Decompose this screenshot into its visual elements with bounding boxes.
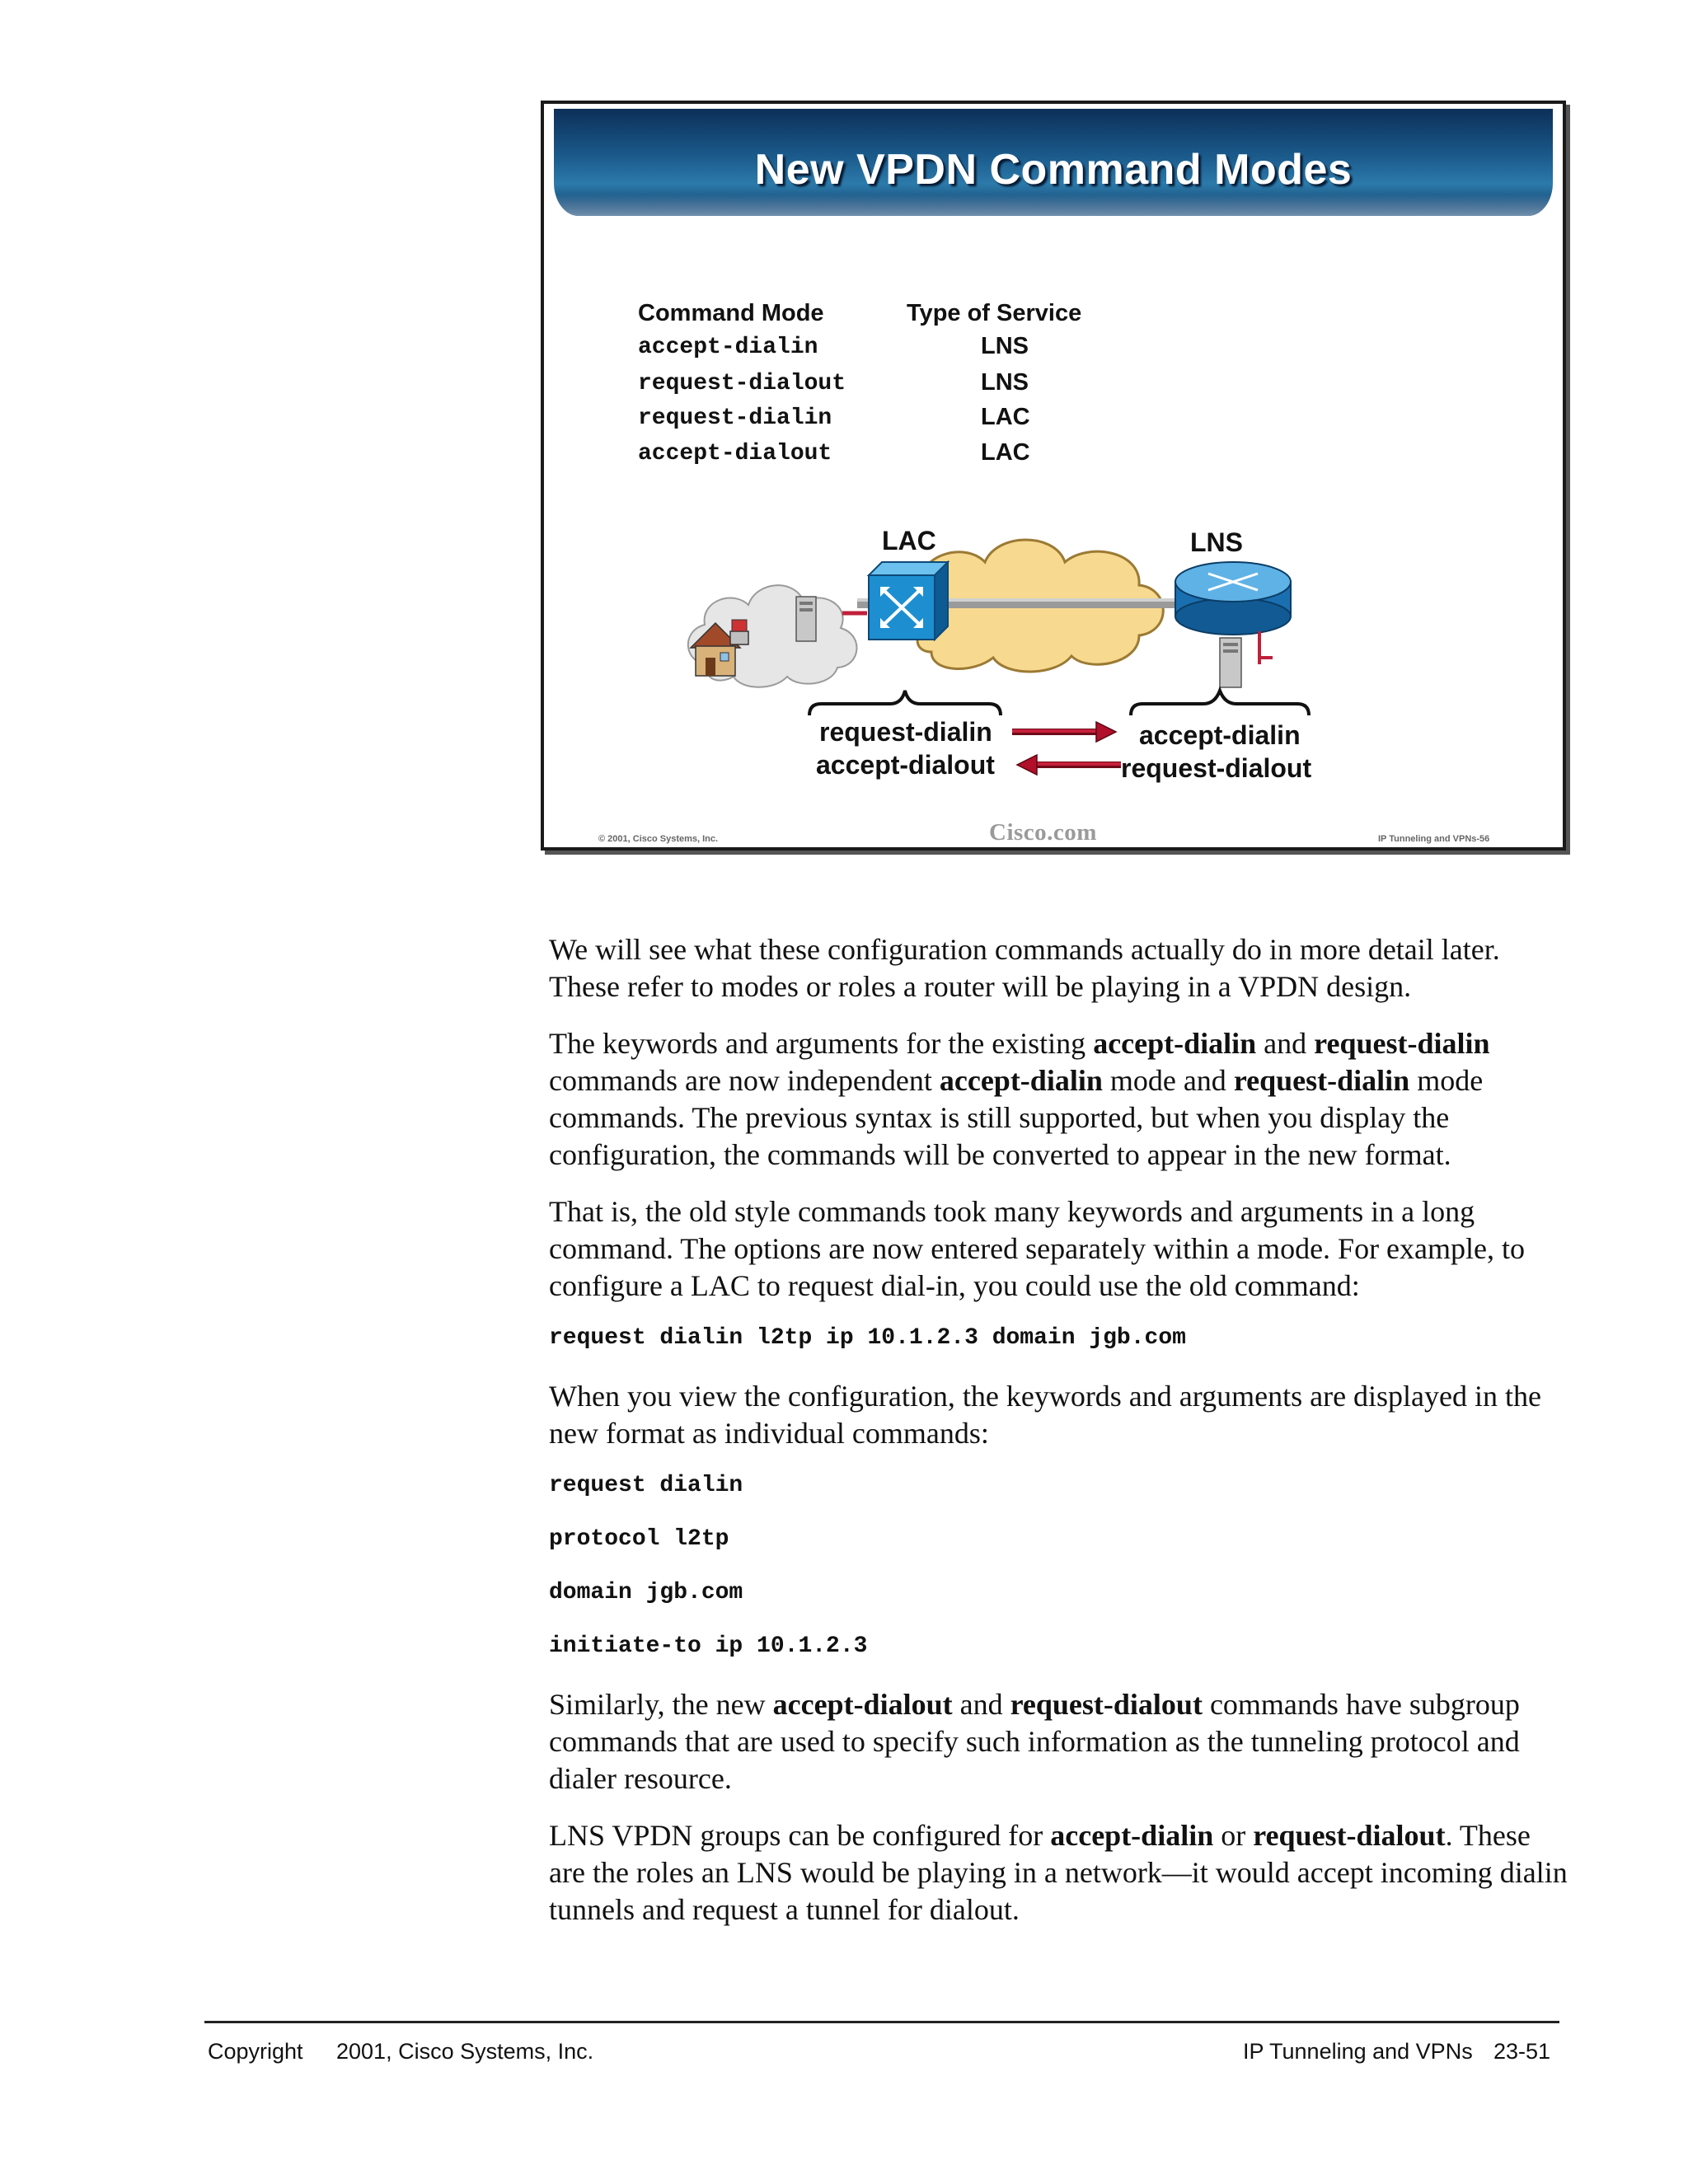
footer-copyright: Copyright (208, 2039, 303, 2064)
lac-brace (809, 691, 1001, 715)
lns-role-request-dialout: request-dialout (1121, 753, 1312, 783)
table-header-command-mode: Command Mode (638, 300, 824, 326)
text-run: . These are the roles an LNS would be playing in a network—it would accept incoming dialin tunnels and request a tunnel for dialout. (549, 1819, 1568, 1926)
table-cell-service: LNS (981, 369, 1029, 396)
code-old-command: request dialin l2tp ip 10.1.2.3 domain jgb.com (549, 1325, 1186, 1351)
keyword-accept-dialin: accept-dialin (1093, 1027, 1257, 1060)
text-run: Similarly, the new (549, 1688, 773, 1721)
footer-company: 2001, Cisco Systems, Inc. (336, 2039, 594, 2064)
paragraph-old-style: That is, the old style commands took many keywords and arguments in a long command. The options are now entered separately within a mode. For example, to configure a LAC to request dial-in, you could use the old command: (549, 1195, 1525, 1302)
lns-lan-link (1259, 631, 1273, 664)
lns-router-icon (1175, 562, 1291, 635)
keyword-accept-dialout: accept-dialout (772, 1688, 953, 1721)
lac-role-accept-dialout: accept-dialout (816, 750, 995, 780)
keyword-request-dialout: request-dialout (1010, 1688, 1203, 1721)
table-cell-mode: accept-dialout (638, 441, 832, 466)
code-line: domain jgb.com (549, 1580, 743, 1605)
lns-brace (1131, 691, 1309, 715)
text-run: commands are now independent (549, 1064, 940, 1097)
lns-server-icon (1220, 638, 1241, 687)
vpdn-network-diagram (544, 104, 1563, 847)
table-cell-service: LAC (981, 404, 1030, 430)
code-line: protocol l2tp (549, 1526, 729, 1552)
right-arrow-icon (1012, 722, 1116, 742)
keyword-request-dialout: request-dialout (1253, 1819, 1446, 1852)
text-run: mode commands. The previous syntax is still supported, but when you display the configuration, the commands will be converted to appear in the new format. (549, 1064, 1484, 1171)
slide-title: New VPDN Command Modes (754, 146, 1353, 194)
text-run: and (1256, 1027, 1315, 1060)
keyword-request-dialin: request-dialin (1233, 1064, 1410, 1097)
paragraph-intro: We will see what these configuration commands actually do in more detail later. These refer to modes or roles a router will be playing in a VPDN design. (549, 933, 1500, 1003)
footer-book-title: IP Tunneling and VPNs (1243, 2039, 1473, 2064)
paragraph-new-format: When you view the configuration, the keywords and arguments are displayed in the new format as individual commands: (549, 1380, 1541, 1450)
slide-page-id: IP Tunneling and VPNs-56 (1378, 834, 1490, 844)
paragraph-dialout (549, 1686, 1571, 1797)
left-arrow-icon (1017, 755, 1121, 775)
footer-page-number: 23-51 (1493, 2039, 1551, 2064)
text-run: or (1213, 1819, 1254, 1852)
paragraph-keywords (549, 1025, 1571, 1174)
keyword-accept-dialin: accept-dialin (1050, 1819, 1214, 1852)
lac-role-request-dialin: request-dialin (819, 717, 992, 747)
footer-rule (204, 2021, 1559, 2023)
remote-server-icon (796, 597, 816, 641)
table-cell-mode: accept-dialin (638, 335, 818, 360)
text-run: The keywords and arguments for the existing (549, 1027, 1094, 1060)
keyword-request-dialin: request-dialin (1314, 1027, 1490, 1060)
paragraph-lns-groups (549, 1817, 1571, 1929)
lac-switch-icon (869, 562, 948, 640)
table-cell-mode: request-dialout (638, 371, 846, 396)
lns-label: LNS (1190, 527, 1243, 557)
text-run: mode and (1102, 1064, 1234, 1097)
text-run: and (952, 1688, 1010, 1721)
page-body (549, 931, 1571, 1948)
code-line: request dialin (549, 1473, 743, 1498)
lac-label: LAC (882, 526, 936, 555)
table-cell-service: LAC (981, 439, 1030, 466)
lns-role-accept-dialin: accept-dialin (1139, 720, 1301, 750)
text-run: commands have subgroup commands that are used to specify such information as the tunneling protocol and dialer resource. (549, 1688, 1520, 1795)
slide-copyright: © 2001, Cisco Systems, Inc. (598, 834, 719, 844)
table-cell-mode: request-dialin (638, 405, 832, 431)
text-run: LNS VPDN groups can be configured for (549, 1819, 1051, 1852)
code-line: initiate-to ip 10.1.2.3 (549, 1633, 868, 1659)
table-cell-service: LNS (981, 333, 1029, 359)
slide-figure (541, 101, 1566, 851)
cisco-logo: Cisco.com (989, 819, 1097, 846)
table-header-type-of-service: Type of Service (907, 300, 1082, 326)
keyword-accept-dialin: accept-dialin (939, 1064, 1103, 1097)
